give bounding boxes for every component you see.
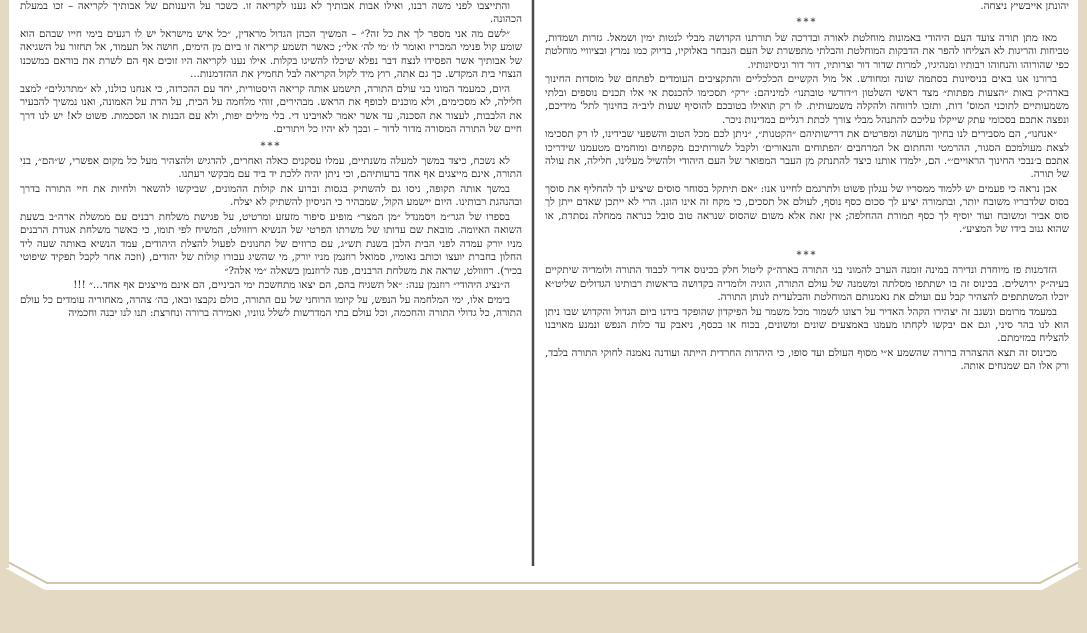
article-paragraph: הזדמנות פז מיוחדת ונדירה במינה זומנה הערב להמוני בני התורה בארה״ק ליטול חלק בכינוס אדיר לכבוד התורה ולומדיה שיתקיים בעיה״ק ירושלים. בכינוס זה בו ישתתפו מסלתה ומשמנה של עולם התורה, הוגיה ולומדיה בקדושה בראשות רבותינו הגדולים שליט״א יוכלו המשתתפים להצהיר קבל עם ועולם את נאמנותם המוחלטת והבלעדית לנותן התורה. [545, 264, 1069, 304]
section-separator: *** [796, 249, 818, 261]
article-paragraph: ברורנו אנו באים בניסיונות בסתמה שונה ומחודש. אל מול הקשיים הכלכליים והתקציבים העומדים לפתחם של מוסדות החינוך בארה״ק באות ״הצעות מפתות״ מצד ראשי השלטון ו״דורשי טובתנו״ למיניהם: ״רק״ תסכימו להכנסת אי אלו תכנים נוספים ובלתי משמעותיים לתוכני המוס' דות, ותזכו לרווחה ולהקלה משמעותית. לו רק תואילו בטובכם להוסיף שעות ליב״ה בחינוך לתל' מידיכם, ונפצה אתכם בסכומי עתק שייקלו עליכם להתנהל מבלי צורך לכתת רגליים במדינות ניכר. [545, 73, 1069, 126]
article-paragraph: במשך אותה תקופה, ניסו גם להשתיק בגסות וברוע את קולות ההמונים, שביקשו להשאר ולחיות את חיי התורה בדרך ובהנהגת רבותינו. היום יישמע הקול, שמבהיר כי הניסיון להשתיק לא יצלח. [20, 182, 522, 209]
frame-left-edge [0, 0, 9, 568]
frame-outer-border [0, 565, 1087, 633]
article-paragraph: מכינוס זה תצא ההצהרה ברורה שהשמע א״י מסוף העולם ועד סופו, כי היהדות החרדית הייתה ועודנה נאמנה לחוקי התורה בלבד, ורק אלו הם שמנחים אותה. [545, 346, 1069, 373]
article-paragraph: מאז מתן תורה צועד העם היהודי באמונות מוחלטת לאורה ובדרכה של תורתנו הקדושה מבלי לנטות ימין ושמאל. גזרות ושמדות, טביחות והריגות לא הצליחו להפר את הדבקות המוחלטת והבלתי מתפשרת של העם הנבחר באלוקיו, בדיוק כמו נמרץ ובציוויי מוחלטת כפי שהורוהו והנחוהו רבותיו ומנהיגיו, למרות שדור דור וצרותיו, דור דור וניסיונותיו. [545, 31, 1069, 71]
section-separator: *** [796, 17, 818, 29]
article-paragraph: בימים אלו, ימי המלחמה על הנפש, על קיומו הרוחני של עם התורה, כולם נקבצו ובאו, בה׳ צהרה, מאחוריה עומדים כל עולם התורה, כל גדולי התורה והחכמה, וכל עולם בתי המדרשות לשלל גווניו, ואמירה ברורה ונחרצת: תנו לנו יבנה וחכמיה [20, 293, 522, 319]
article-paragraph: ה״נציג היהודי״ רוזנמן ענה: ״אל תשגיח בהם, הם יצאו מתחשכת ימי הביניים, הם אינם מייצגים אף אחד...״ !!! [73, 279, 510, 292]
frame-inner-line [8, 562, 1079, 583]
article-paragraph: לא נשכח, כיצד במשך למעלה משנתיים, עמלו עסקנים כאלה ואחרים, להדגיש ולהצהיר מעל כל מקום אפשרי, ש״הם״, בני התורה, אינם מייצגים אף אחד בדעותיהם, וכי ניתן יהיה ללכת יד ביד עם מבקשי רעתנו. [20, 154, 522, 181]
article-paragraph: והתייצבו לפני משה רבנו, ואילו אבות אבותיך לא נענו לקריאה זו. כשכר על היענותם של אבותיך לקריאה – זכו במעלת הכהונה. [20, 0, 522, 26]
article-paragraph: בספרו של הגר״מ ויסמנדל ״מן המצר״ מופיע סיפור מזעזע ומרטיט, על פגישת משלחת רבנים עם ממשלת ארה״ב בשעת השואה האיומה. מובאת שם עדותו של משרתו הפרטי של הנשיא רוזוולט, המשיח לפי תומו, כי כאשר משלחת אגודת הרבנים מניו יורק עמדה לפני הבית הלבן בשנת תש״ג, עם כרוזים של תחנונים לפעול להצלת היהודים, עמד הנשיא באותה שעה ליד החלון בחברת יועצו וכותב נאומיו, סמואל רוזנמן מניו יורק, מי שהשיג עבורו קולות של יהודים, (וזכה אחר לקבל תפקיד שיפוטי בכיר). רוזוולט, שראה את משלחת הרבנים, פנה לרוזנמן בשאלה ״מי אלה?״ [20, 210, 522, 277]
article-paragraph: אכן נראה כי פעמים יש ללמוד ממסריו של עגלון פשוט ולתרגמם לחיינו אנו: ״אם תיתקל בסוחר סוסים שיציע לך להחליף את סוסך בסוס שלדבריו משובח יותר, ובתמורה יציע לך סכום כסף נוסף, לעולם אל תסכים, כי מקח זה אינו הוגן. הרי לא ייתכן שאדם ייתן לך סוס אביר ומשובח ועוד יוסיף לך כסף תמורת ההחלפה; אין זאת אלא משום שהסוס שנראה טוב סובל כנראה ממחלה נסתרת, או שהוא גנוב בידו של המציע״. [545, 182, 1069, 236]
right-article-column [545, 0, 1069, 565]
left-article-column [20, 0, 522, 565]
article-paragraph: היום, כמעמד המוני בני עולם התורה, תישמע אותה קריאה היסטורית, יחד עם ההכרזה, כי אנחנו כולנו, לא ״מתרגלים״ למצב חלילה, לא מסכימים, ולא מוכנים לכופף את הראש. מבהירים, זוהי מלחמה על הבית, על הדת על האמונה, ואנו נמשיך להבעיר את הלבבות, לעצור את הסכנה, עד אשר יאמר לאויבינו די. בלי מילים יפות, ולא עם הבנות או הסכמות. פשוט לא! יש לנו דרך חיים של התורה המסורה מדור לדור – ובכך לא יהיו כל ויתורים. [20, 82, 522, 136]
frame-right-edge [1078, 0, 1087, 568]
article-paragraph: יהונתן אייבשיץ ניצחה. [980, 0, 1069, 12]
article-paragraph: ״לשם מה אני מספר לך את כל זה?״ – המשיך הכהן הגדול מראדין, ״כל איש מישראל יש לו רגעים בימי חייו שבהם הוא שומע קול פנימי המכריז ואומר לו ׳מי לה׳ אלי׳; כאשר תשמע קריאה זו ביום מן הימים, חושה אל תעמוד, אל תחזור על השגיאה של אבותיך אשר הפסידו לנצח דבר נפלא שיכלו להשיגו בקלות. אילו נענו לקריאה היו זוכים אף הם לשרת את בוראם במשכנו הנצחי בית המקדש. כך גם אתה, רוץ מיד לקול הקריאה לבל תחמיץ את ההזדמנות... [20, 27, 522, 81]
article-paragraph: במעמד מרומם ונשגב זה יצהירו הקהל האדיר על רצונו לשמור מכל משמר על הפיקדון שהופקד בידנו ביום הגדול והקדוש שבו ניתן הוא לנו בהר סיני, וגם אם יבקשו לקחתו מעמנו באמצעים שונים ומשונים, בכוח או בכסף, ניאבק עד כלות הנפש ונמנע מאויבנו להצליח במזימתם. [545, 305, 1069, 345]
article-paragraph: ״אנחנו״, הם מסבירים לנו בחיוך מעושה ומפרטים את דרישותיהם ״הקטנות״, ״ניתן לכם מכל הטוב והשפעי שבידינו, לו רק תסכימו לצאת מעולמכם הסגור, ההרמטי והחתום אל המרחבים ׳הפתוחים והנאורים׳ ולקבל לשורותיכם מקפחים ומוחמים מטעמנו שידריכו אתכם ב׳נבכי החינוך הראויים׳״. הם, ילמדו אותנו כיצד להתנתק מן העבר המפואר של העם היהודי ולהשיל מעלינו, חלילה, את עולה של תורה. [545, 128, 1069, 181]
section-separator: *** [260, 140, 282, 152]
